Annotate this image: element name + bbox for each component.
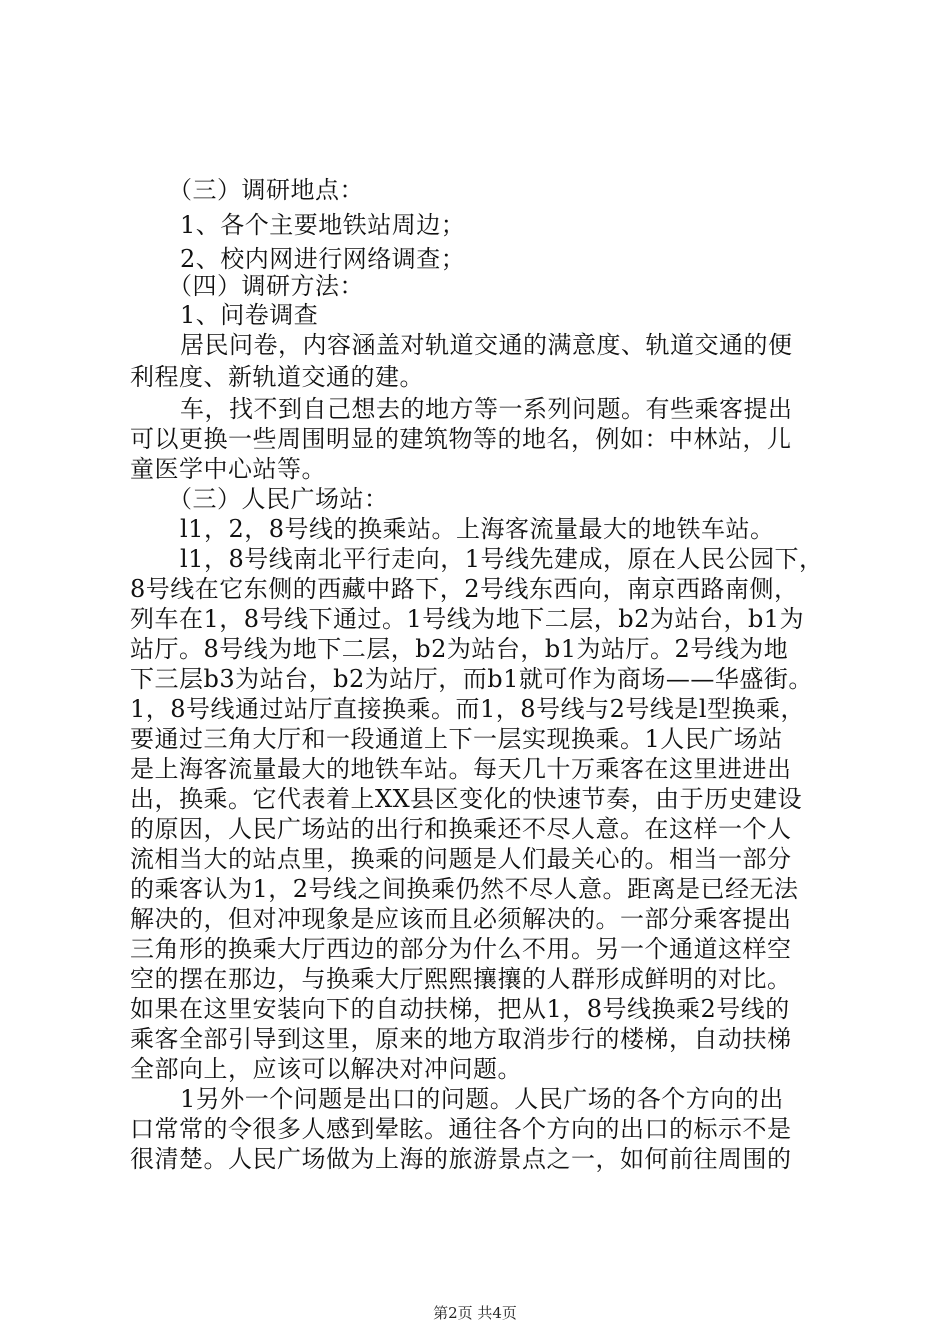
text-line: 口常常的令很多人感到晕眩。通往各个方向的出口的标示不是 [130,1115,792,1143]
text-line: 站厅。8号线为地下二层，b2为站台，b1为站厅。2号线为地 [130,635,789,663]
text-line: 很清楚。人民广场做为上海的旅游景点之一，如何前往周围的 [130,1145,792,1173]
text-line: 1另外一个问题是出口的问题。人民广场的各个方向的出 [180,1085,784,1113]
text-line: 2、校内网进行网络调查； [180,245,466,273]
text-line: 如果在这里安装向下的自动扶梯，把从1，8号线换乘2号线的 [130,995,790,1023]
text-line: 要通过三角大厅和一段通道上下一层实现换乘。1人民广场站 [130,725,783,753]
text-line: 可以更换一些周围明显的建筑物等的地名，例如：中林站，儿 [130,425,792,453]
text-line: 8号线在它东侧的西藏中路下，2号线东西向，南京西路南侧， [130,575,799,603]
text-line: 1，8号线通过站厅直接换乘。而1，8号线与2号线是l型换乘， [130,695,806,723]
text-line: 全部向上，应该可以解决对冲问题。 [130,1055,522,1083]
text-line: 乘客全部引导到这里，原来的地方取消步行的楼梯，自动扶梯 [130,1025,792,1053]
text-line: 童医学中心站等。 [130,455,326,483]
text-line: 的乘客认为1，2号线之间换乘仍然不尽人意。距离是已经无法 [130,875,799,903]
text-line: 居民问卷，内容涵盖对轨道交通的满意度、轨道交通的便 [180,331,793,359]
text-line: 车，找不到自己想去的地方等一系列问题。有些乘客提出 [180,395,793,423]
text-line: 利程度、新轨道交通的建。 [130,363,424,391]
text-line: 空的摆在那边，与换乘大厅熙熙攘攘的人群形成鲜明的对比。 [130,965,792,993]
text-line: 下三层b3为站台，b2为站厅，而b1就可作为商场——华盛街。 [130,665,813,693]
text-line: 出，换乘。它代表着上XX县区变化的快速节奏，由于历史建设 [130,785,803,813]
text-line: 流相当大的站点里，换乘的问题是人们最关心的。相当一部分 [130,845,792,873]
text-line: 是上海客流量最大的地铁车站。每天几十万乘客在这里进进出 [130,755,792,783]
text-line: l1，8号线南北平行走向，1号线先建成，原在人民公园下， [180,545,824,573]
text-line: 解决的，但对冲现象是应该而且必须解决的。一部分乘客提出 [130,905,792,933]
text-line: l1，2，8号线的换乘站。上海客流量最大的地铁车站。 [180,515,775,543]
text-line: 列车在1，8号线下通过。1号线为地下二层，b2为站台，b1为 [130,605,805,633]
text-line: 1、各个主要地铁站周边； [180,211,466,239]
page-footer: 第2页 共4页 [433,1304,517,1322]
text-line: 1、问卷调查 [180,301,319,329]
text-line: 三角形的换乘大厅西边的部分为什么不用。另一个通道这样空 [130,935,792,963]
text-line: 的原因，人民广场站的出行和换乘还不尽人意。在这样一个人 [130,815,792,843]
text-line: （三）人民广场站： [168,485,389,513]
text-line: （四）调研方法： [168,272,364,300]
text-line: （三）调研地点： [168,176,364,204]
